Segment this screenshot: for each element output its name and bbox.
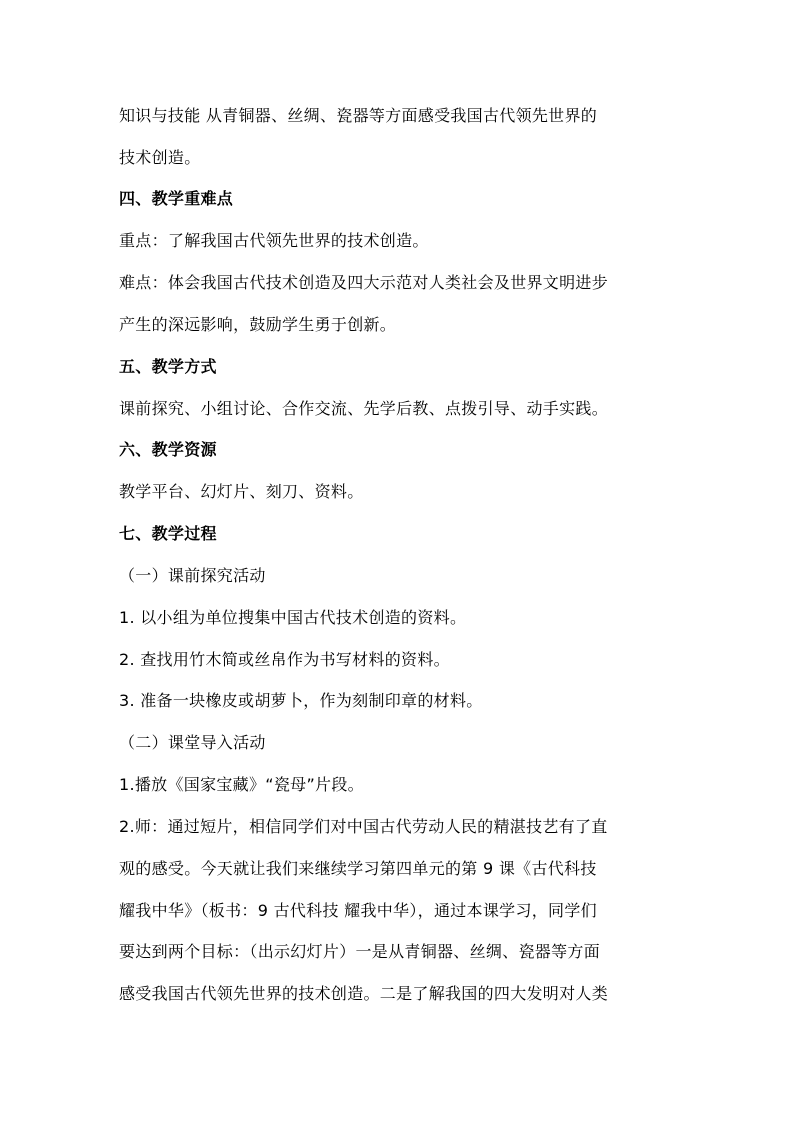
- subsection-heading: （二）课堂导入活动: [119, 733, 266, 752]
- body-text-line: 重点：了解我国古代领先世界的技术创造。: [119, 231, 429, 250]
- list-item: 1.播放《国家宝藏》“瓷母”片段。: [119, 775, 364, 794]
- list-item: 2. 查找用竹木简或丝帛作为书写材料的资料。: [119, 650, 450, 669]
- list-item: 2.师：通过短片，相信同学们对中国古代劳动人民的精湛技艺有了直: [119, 817, 608, 836]
- body-text-line: 感受我国古代领先世界的技术创造。二是了解我国的四大发明对人类: [119, 984, 609, 1003]
- body-text-line: 产生的深远影响，鼓励学生勇于创新。: [119, 315, 397, 334]
- body-text-line: 观的感受。今天就让我们来继续学习第四单元的第 9 课《古代科技: [119, 859, 597, 878]
- subsection-heading: （一）课前探究活动: [119, 566, 266, 585]
- body-text-line: 难点：体会我国古代技术创造及四大示范对人类社会及世界文明进步: [119, 273, 609, 292]
- list-item: 3. 准备一块橡皮或胡萝卜，作为刻制印章的材料。: [119, 691, 483, 710]
- body-text-line: 要达到两个目标：（出示幻灯片）一是从青铜器、丝绸、瓷器等方面: [119, 942, 601, 961]
- body-text-line: 耀我中华》（板书：9 古代科技 耀我中华），通过本课学习，同学们: [119, 901, 597, 920]
- section-heading: 七、教学过程: [119, 524, 217, 543]
- body-text-line: 课前探究、小组讨论、合作交流、先学后教、点拨引导、动手实践。: [119, 399, 609, 418]
- body-text-line: 教学平台、幻灯片、刻刀、资料。: [119, 482, 364, 501]
- section-heading: 五、教学方式: [119, 357, 217, 376]
- section-heading: 四、教学重难点: [119, 189, 234, 208]
- body-text-line: 技术创造。: [119, 148, 201, 167]
- section-heading: 六、教学资源: [119, 440, 217, 459]
- body-text-line: 知识与技能 从青铜器、丝绸、瓷器等方面感受我国古代领先世界的: [119, 106, 598, 125]
- list-item: 1. 以小组为单位搜集中国古代技术创造的资料。: [119, 608, 467, 627]
